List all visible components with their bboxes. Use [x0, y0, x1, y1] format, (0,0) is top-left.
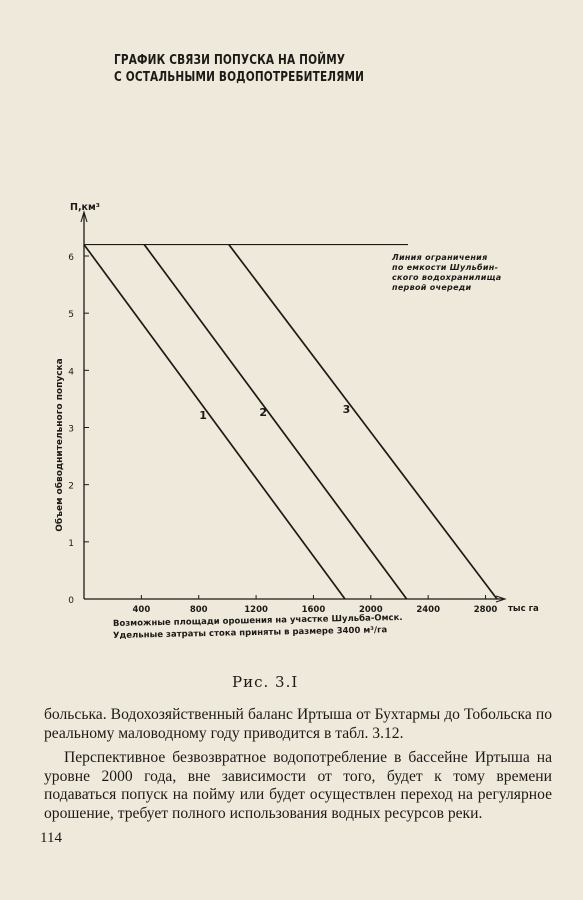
chart-title-line: С ОСТАЛЬНЫМИ ВОДОПОТРЕБИТЕЛЯМИ	[114, 69, 365, 85]
x-unit-label: тыс га	[508, 604, 539, 614]
y-tick-label: 3	[68, 424, 74, 435]
limit-line-label: по емкости Шульбин-	[392, 263, 499, 272]
series-line	[144, 245, 406, 599]
chart-ticks	[68, 253, 497, 615]
limit-line-group	[84, 245, 501, 292]
x-tick-label: 800	[189, 605, 208, 615]
series-label: 2	[259, 406, 268, 420]
paragraph: больська. Водохозяйственный баланс Иртыша от Бухтармы до Тобольска по реальному маловодному году приводится в табл. 3.12.	[44, 706, 552, 742]
y-axis-label: Объем обводнительного попуска	[55, 358, 65, 532]
figure-caption: Рис. 3.I	[232, 673, 299, 691]
series-line	[84, 245, 345, 599]
y-tick-label: 1	[68, 538, 74, 549]
y-tick-label: 4	[68, 367, 74, 378]
x-tick-label: 2000	[358, 605, 383, 615]
body-text	[44, 706, 552, 824]
y-tick-label: 5	[68, 310, 74, 321]
x-axis-label: Возможные площади орошения на участке Шульба-Омск.	[112, 612, 403, 629]
x-tick-label: 1600	[301, 605, 326, 615]
x-tick-label: 2400	[416, 605, 441, 615]
series-group	[84, 245, 497, 599]
page-number: 114	[40, 830, 62, 846]
series-label: 1	[199, 408, 207, 422]
x-tick-label: 1200	[244, 605, 268, 615]
limit-line-label: ского водохранилища	[392, 273, 502, 282]
y-unit-label: П,км³	[70, 202, 100, 213]
series-label: 3	[342, 403, 351, 417]
y-tick-label: 6	[68, 253, 74, 263]
limit-line-label: Линия ограничения	[392, 253, 488, 262]
series-line	[229, 245, 497, 599]
x-tick-label: 400	[132, 605, 151, 615]
y-tick-label: 0	[68, 596, 74, 606]
limit-line-label: первой очереди	[392, 283, 472, 292]
x-axis-label: Удельные затраты стока приняты в размере 3400 м³/га	[112, 625, 388, 641]
paragraph: Перспективное безвозвратное водопотребление в бассейне Иртыша на уровне 2000 года, вне зависимости от того, будет к тому времени подаваться попуск на пойму или будет осуществлен переход на регулярное орошение, требует полного использования водных ресурсов реки.	[44, 749, 552, 822]
chart-title-line: ГРАФИК СВЯЗИ ПОПУСКА НА ПОЙМУ	[114, 52, 346, 68]
y-tick-label: 2	[68, 481, 74, 492]
x-tick-label: 2800	[473, 605, 498, 615]
